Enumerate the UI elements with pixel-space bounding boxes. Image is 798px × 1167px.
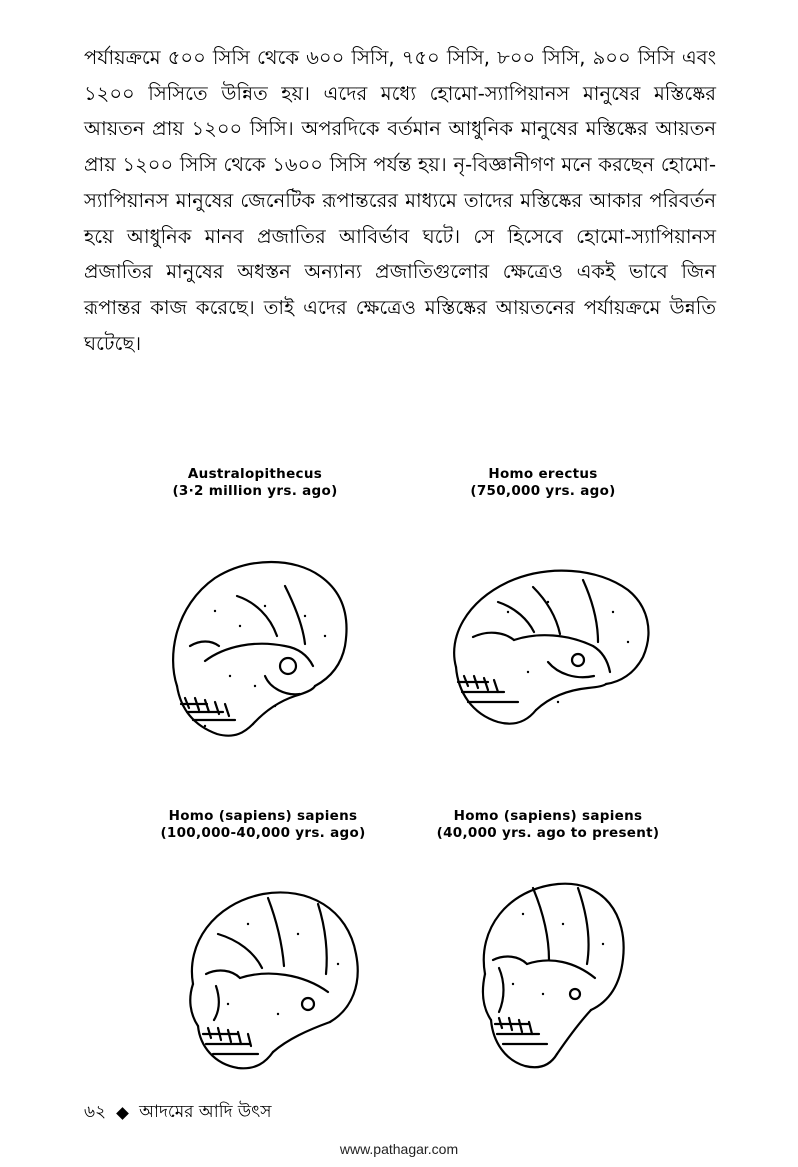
figure-title: Homo (sapiens) sapiens (168, 808, 358, 824)
australopithecus-skull-drawing (145, 536, 365, 741)
book-title: আদমের আদি উৎস (139, 1102, 272, 1122)
body-paragraph: পর্যায়ক্রমে ৫০০ সিসি থেকে ৬০০ সিসি, ৭৫০ সিসি, ৮০০ সিসি, ৯০০ সিসি এবং ১২০০ সিসিতে উন্নিত হয়। এদের মধ্যে হোমো-স্যাপিয়ানস মানুষের মস্তিষ্কের আয়তন প্রায় ১২০০ সিসি। অপরদিকে বর্তমান আধুনিক মানুষের মস্তিষ্কের আয়তন প্রায় ১২০০ সিসি থেকে ১৬০০ সিসি পর্যন্ত হয়। নৃ-বিজ্ঞানীগণ মনে করছেন হোমো-স্যাপিয়ানস মানুষের জেনেটিক রূপান্তরের মাধ্যমে তাদের মস্তিষ্কের আকার পরিবর্তন হয়ে আধুনিক মানব প্রজাতির আবির্ভাব ঘটে। সে হিসেবে হোমো-স্যাপিয়ানস প্রজাতির মানুষের অধস্তন অন্যান্য প্রজাতিগুলোর ক্ষেত্রেও একই ভাবে জিন রূপান্তর কাজ করেছে। তাই এদের ক্ষেত্রেও মস্তিষ্কের আয়তনের পর্যায়ক্রমে উন্নতি ঘটেছে। (84, 46, 716, 355)
figure-homo-sapiens-modern (417, 808, 679, 1074)
modern-sapiens-skull-drawing (463, 874, 633, 1074)
figure-subtitle: (100,000-40,000 yrs. ago) (160, 825, 366, 841)
early-sapiens-skull-drawing (158, 874, 368, 1074)
diamond-icon (116, 1107, 129, 1120)
figure-homo-erectus (418, 466, 668, 732)
homo-erectus-skull-drawing (428, 542, 658, 732)
figure-subtitle: (3·2 million yrs. ago) (172, 483, 338, 499)
figure-title: Homo erectus (488, 466, 598, 482)
figure-homo-sapiens-early (123, 808, 403, 1074)
figure-subtitle: (750,000 yrs. ago) (470, 483, 616, 499)
page-footer (84, 1099, 271, 1127)
figure-australopithecus (130, 466, 380, 741)
page-number: ৬২ (84, 1102, 107, 1122)
figure-subtitle: (40,000 yrs. ago to present) (436, 825, 660, 841)
figure-title: Homo (sapiens) sapiens (453, 808, 643, 824)
figure-title: Australopithecus (187, 466, 323, 482)
website-watermark: www.pathagar.com (339, 1141, 459, 1157)
